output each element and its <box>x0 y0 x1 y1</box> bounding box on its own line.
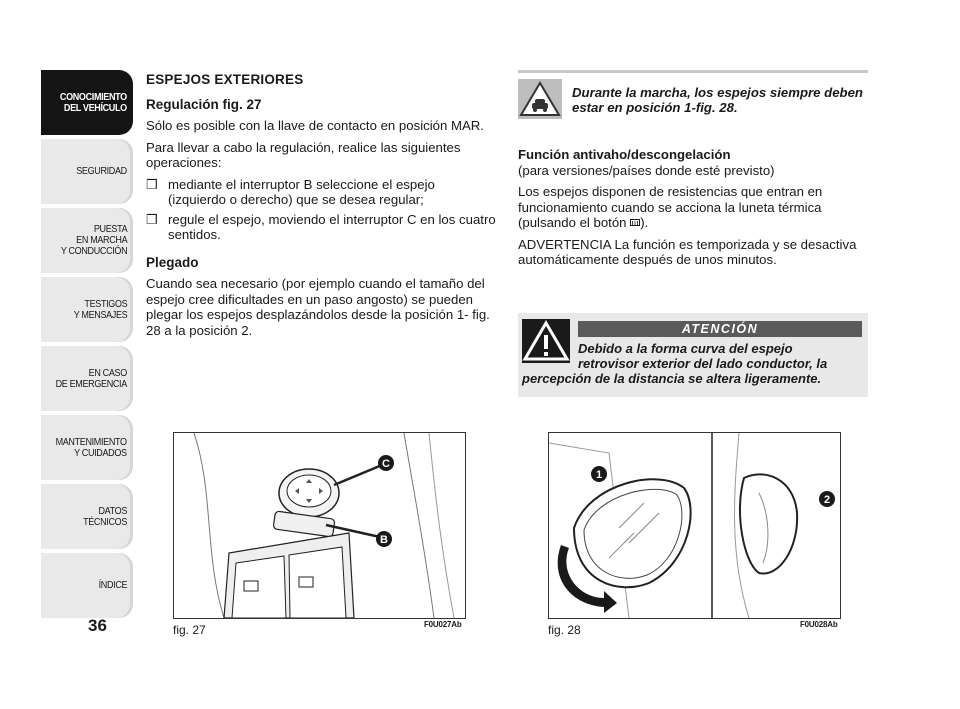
bullet-item <box>146 177 496 208</box>
figure-28-mirror-folding <box>548 432 841 619</box>
tab-label: ÍNDICE <box>98 579 127 591</box>
warning-text: Durante la marcha, los espejos siempre deben estar en posición 1-fig. 28. <box>572 85 863 115</box>
defrost-advertencia: ADVERTENCIA La función es temporizada y se desactiva automáticamente después de unos minutos. <box>518 236 857 267</box>
rear-defrost-icon <box>630 219 640 228</box>
bullet-text: mediante el interruptor B seleccione el espejo (izquierdo o derecho) que se desea regular; <box>168 176 435 207</box>
tab-label: PUESTA EN MARCHA Y CONDUCCIÓN <box>60 223 127 257</box>
right-column <box>518 70 868 274</box>
defrost-text-b: ). <box>640 215 649 230</box>
bullet-box-icon: ❒ <box>146 176 158 192</box>
tab-label: DATOS TÉCNICOS <box>83 504 127 528</box>
tab-indice[interactable] <box>41 553 133 618</box>
attention-title: ATENCIÓN <box>578 321 862 337</box>
left-column <box>146 72 496 344</box>
label-2: 2 <box>823 494 831 506</box>
car-warning-icon <box>518 79 562 119</box>
tab-conocimiento-del-vehiculo[interactable] <box>41 70 133 135</box>
tab-label: TESTIGOS Y MENSAJES <box>73 297 127 321</box>
tab-testigos-y-mensajes[interactable] <box>41 277 133 342</box>
attention-line: Debido a la forma curva del espejo <box>578 341 793 356</box>
adjust-title: Regulación fig. 27 <box>146 96 262 112</box>
tab-puesta-en-marcha[interactable] <box>41 208 133 273</box>
label-b: B <box>380 534 388 546</box>
tab-mantenimiento-y-cuidados[interactable] <box>41 415 133 480</box>
bullet-box-icon: ❒ <box>146 211 158 227</box>
tab-seguridad[interactable] <box>41 139 133 204</box>
tab-label: CONOCIMIENTO DEL VEHÍCULO <box>60 90 127 114</box>
tab-en-caso-de-emergencia[interactable] <box>41 346 133 411</box>
adjust-paragraph-2: Para llevar a cabo la regulación, realice las siguientes operaciones: <box>146 139 461 170</box>
section-heading: ESPEJOS EXTERIORES <box>146 72 304 87</box>
label-c: C <box>382 458 390 470</box>
tab-label: MANTENIMIENTO Y CUIDADOS <box>55 435 127 459</box>
tab-label: EN CASO DE EMERGENCIA <box>55 366 127 390</box>
defrost-text-a: Los espejos disponen de resistencias que entran en funcionamiento cuando se acciona la luneta térmica (pulsando el botón <box>518 184 823 230</box>
adjust-paragraph-1: Sólo es posible con la llave de contacto en posición MAR. <box>146 118 484 133</box>
figure-27-caption: fig. 27 <box>173 623 206 637</box>
attention-line: percepción de la distancia se altera ligeramente. <box>522 371 822 386</box>
attention-line: retrovisor exterior del lado conductor, la <box>578 356 828 371</box>
attention-box <box>518 313 868 397</box>
bullet-text: regule el espejo, moviendo el interruptor C en los cuatro sentidos. <box>168 211 496 242</box>
fold-paragraph: Cuando sea necesario (por ejemplo cuando el tamaño del espejo cree dificultades en un paso angosto) se pueden plegar los espejos desplazándolos desde la posición 1- fig. 28 a la posición 2. <box>146 276 490 338</box>
defrost-title: Función antivaho/descongelación <box>518 147 731 162</box>
driving-warning <box>518 70 868 119</box>
figure-28-code: F0U028Ab <box>800 620 838 629</box>
section-sidebar <box>41 70 133 622</box>
bullet-item <box>146 212 496 243</box>
defrost-paragraph <box>518 184 868 231</box>
fold-title: Plegado <box>146 254 199 270</box>
tab-label: SEGURIDAD <box>76 165 127 177</box>
figure-28-caption: fig. 28 <box>548 623 581 637</box>
attention-text <box>522 341 866 386</box>
tab-datos-tecnicos[interactable] <box>41 484 133 549</box>
figure-27-code: F0U027Ab <box>424 620 462 629</box>
page-number: 36 <box>88 616 107 635</box>
figure-27-mirror-switch <box>173 432 466 619</box>
defrost-subtitle: (para versiones/países donde esté previsto) <box>518 162 775 178</box>
label-1: 1 <box>595 469 603 481</box>
